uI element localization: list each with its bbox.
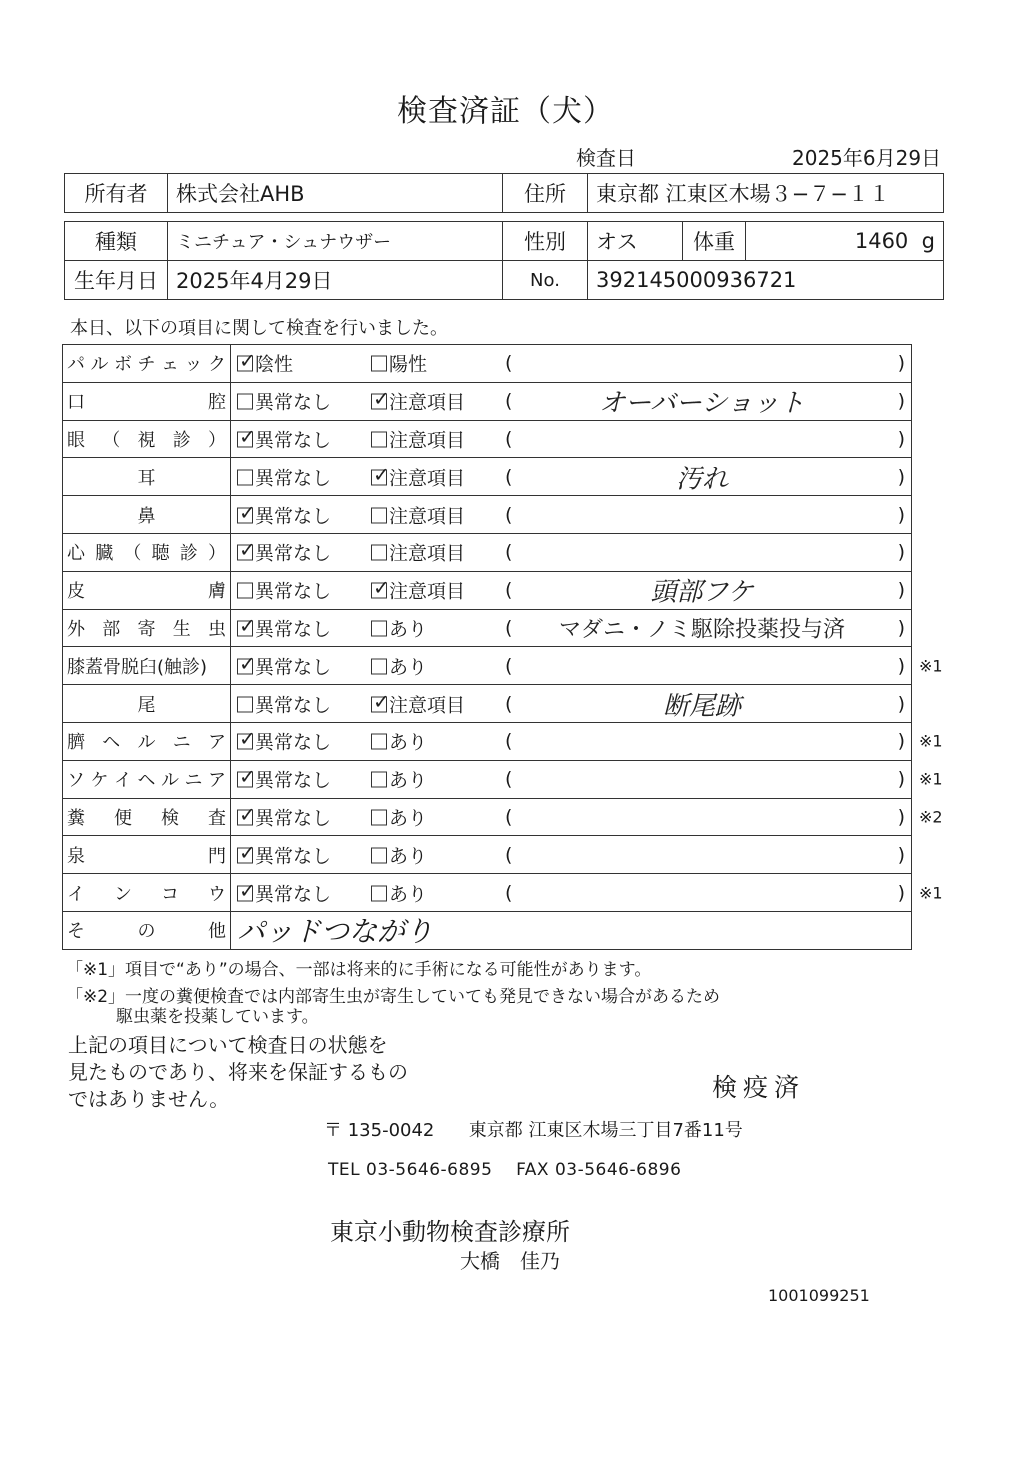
option-label: 異常なし [255, 542, 332, 565]
sex-label: 性別 [503, 222, 588, 261]
row-label-char: ン [114, 883, 132, 905]
option-label: 異常なし [255, 580, 332, 603]
reference-mark: ※1 [919, 769, 943, 789]
row-label [63, 534, 231, 571]
footnote-2a: 「※2」一度の糞便検査では内部寄生虫が寄生していても発見できない場合があるため [66, 987, 721, 1007]
footnote-1: 「※1」項目で“あり”の場合、一部は将来的に手術になる可能性があります。 [66, 960, 652, 980]
inspection-row-other [62, 911, 912, 950]
option-normal[interactable] [237, 728, 331, 755]
weight-label: 体重 [683, 222, 746, 261]
option-abnormal[interactable] [371, 690, 465, 717]
disclaimer-line: ではありません。 [68, 1087, 230, 1111]
remark-text: マダニ・ノミ駆除投薬投与済 [558, 617, 845, 643]
paren-close: ) [897, 427, 905, 450]
breed-value: ミニチュア・シュナウザー [168, 222, 503, 261]
inspection-row [62, 344, 912, 382]
checkbox[interactable] [371, 885, 387, 901]
option-label: あり [389, 845, 428, 868]
paren-open: ( [505, 730, 513, 753]
paren-open: ( [505, 805, 513, 828]
option-label: 異常なし [255, 883, 332, 906]
inspection-row [62, 533, 912, 571]
row-label-char: ア [208, 732, 226, 754]
checkbox[interactable] [371, 431, 387, 447]
row-label-char: ヘ [137, 770, 156, 792]
document-title: 検査済証（犬） [397, 94, 614, 129]
paren-open: ( [505, 465, 513, 488]
row-label-char: 視 [137, 429, 156, 451]
option-normal[interactable] [237, 841, 331, 868]
option-label: あり [389, 731, 428, 754]
checkbox[interactable] [237, 772, 253, 788]
paren-open: ( [505, 427, 513, 450]
paren-open: ( [505, 654, 513, 677]
row-label-char: 検 [161, 807, 179, 829]
row-label-char: 聴 [151, 543, 170, 565]
option-label: 異常なし [255, 845, 332, 868]
option-label: 注意項目 [389, 391, 466, 414]
row-label-char: 臓 [95, 543, 114, 565]
option-label: 異常なし [255, 769, 332, 792]
option-label: 注意項目 [389, 580, 466, 603]
option-label: 注意項目 [389, 694, 466, 717]
reference-mark: ※1 [919, 656, 943, 676]
option-label: 異常なし [255, 391, 332, 414]
address-full: 東京都 江東区木場三丁目7番11号 [468, 1120, 743, 1141]
row-label-char: 査 [208, 807, 226, 829]
row-label [63, 610, 231, 647]
paren-close: ) [897, 654, 905, 677]
option-label: あり [389, 618, 428, 641]
checkbox[interactable] [371, 772, 387, 788]
option-label: 異常なし [255, 618, 332, 641]
row-label-char: 膚 [208, 581, 226, 603]
row-label-char: ア [208, 770, 226, 792]
checkbox[interactable] [237, 696, 253, 712]
row-label-char: パ [67, 354, 85, 376]
paren-open: ( [505, 390, 513, 413]
paren-close: ) [897, 881, 905, 904]
option-label: あり [389, 656, 428, 679]
row-label-char: 糞 [67, 807, 85, 829]
option-label: 異常なし [255, 505, 332, 528]
option-label: 異常なし [255, 731, 332, 754]
weight-unit: g [921, 229, 935, 253]
paren-open: ( [505, 541, 513, 564]
row-label-char: ル [137, 732, 156, 754]
row-label-char: ク [208, 354, 226, 376]
remark-text: オーバーショット [599, 388, 805, 419]
option-label: 異常なし [255, 429, 332, 452]
row-label-char: 部 [102, 618, 121, 640]
option-abnormal[interactable] [371, 388, 465, 415]
paren-close: ) [897, 805, 905, 828]
row-label-char: ソ [67, 770, 85, 792]
inspection-row [62, 798, 943, 836]
option-label: あり [389, 883, 428, 906]
row-label [63, 799, 231, 836]
row-label-char: 口 [67, 392, 85, 414]
checkbox[interactable] [371, 469, 387, 485]
remark-text: 頭部フケ [650, 577, 754, 608]
option-abnormal[interactable] [371, 728, 427, 755]
option-abnormal[interactable] [371, 614, 427, 641]
paren-close: ) [897, 390, 905, 413]
checkbox[interactable] [237, 356, 253, 372]
row-label-char: イ [114, 770, 132, 792]
option-normal[interactable] [237, 388, 331, 415]
row-label-char: そ [67, 921, 85, 943]
checkbox[interactable] [237, 583, 253, 599]
paren-open: ( [505, 768, 513, 791]
row-label-char: の [137, 921, 156, 943]
paren-open: ( [505, 692, 513, 715]
row-label-char: （ [102, 429, 121, 451]
doctor-name: 大橋 佳乃 [460, 1249, 560, 1273]
inspection-row [62, 835, 912, 873]
paren-close: ) [897, 579, 905, 602]
option-normal[interactable] [237, 539, 331, 566]
paren-open: ( [505, 616, 513, 639]
row-label-char: ニ [184, 770, 203, 792]
inspection-row [62, 760, 943, 798]
row-label: 鼻 [63, 496, 231, 533]
checkbox[interactable] [237, 431, 253, 447]
row-label-char: 便 [114, 807, 132, 829]
other-remark: パッドつながり [237, 915, 434, 949]
inspection-row [62, 609, 912, 647]
tel-number: TEL 03-5646-6895 [328, 1160, 493, 1180]
remark-text: 断尾跡 [662, 691, 741, 722]
paren-open: ( [505, 881, 513, 904]
checkbox[interactable] [237, 545, 253, 561]
option-abnormal[interactable] [371, 652, 427, 679]
reference-mark: ※2 [919, 807, 943, 827]
option-normal[interactable] [237, 501, 331, 528]
option-abnormal[interactable] [371, 350, 427, 377]
disclaimer-line: 見たものであり、将来を保証するもの [68, 1060, 408, 1084]
option-label: 注意項目 [389, 505, 466, 528]
reference-mark: ※1 [919, 731, 943, 751]
option-label: 異常なし [255, 467, 332, 490]
row-label-char: 他 [208, 921, 226, 943]
row-label-char: ル [161, 770, 179, 792]
inspection-row [62, 495, 912, 533]
row-label-char: ケ [90, 770, 109, 792]
option-label: 陰性 [255, 353, 294, 376]
disclaimer [68, 1032, 408, 1113]
row-label: 膝蓋骨脱臼(触診) [63, 647, 231, 684]
row-label-char: ヘ [102, 732, 121, 754]
paren-open: ( [505, 503, 513, 526]
option-normal[interactable] [237, 652, 331, 679]
checkbox[interactable] [371, 847, 387, 863]
option-label: 注意項目 [389, 467, 466, 490]
row-label-char: 寄 [137, 618, 156, 640]
paren-open: ( [505, 843, 513, 866]
row-label-char: ニ [172, 732, 191, 754]
option-abnormal[interactable] [371, 841, 427, 868]
row-label-char: 心 [67, 543, 85, 565]
paren-open: ( [505, 352, 513, 375]
checkbox[interactable] [237, 885, 253, 901]
checkbox[interactable] [371, 809, 387, 825]
option-label: 異常なし [255, 807, 332, 830]
option-normal[interactable] [237, 614, 331, 641]
checkbox[interactable] [237, 809, 253, 825]
row-label-char: 泉 [67, 845, 85, 867]
row-label-char: 眼 [67, 429, 85, 451]
row-label [63, 345, 231, 382]
row-label-char: ボ [114, 354, 132, 376]
row-label-char: チ [137, 354, 156, 376]
option-label: 異常なし [255, 694, 332, 717]
row-label [63, 383, 231, 420]
inspection-date: 2025年6月29日 [792, 146, 942, 170]
option-label: あり [389, 807, 428, 830]
quarantine-stamp: 検疫済 [712, 1073, 806, 1102]
checkbox[interactable] [237, 847, 253, 863]
checkbox[interactable] [371, 658, 387, 674]
row-label [63, 912, 231, 949]
option-normal[interactable] [237, 879, 331, 906]
checkbox[interactable] [371, 507, 387, 523]
remark-text: 汚れ [675, 464, 728, 495]
dob-label: 生年月日 [65, 261, 168, 300]
row-label-char: ッ [184, 354, 203, 376]
paren-close: ) [897, 692, 905, 715]
option-abnormal[interactable] [371, 463, 465, 490]
clinic-name: 東京小動物検査診療所 [330, 1218, 570, 1246]
fax-number: FAX 03-5646-6896 [516, 1160, 682, 1180]
option-normal[interactable] [237, 803, 331, 830]
intro-text: 本日、以下の項目に関して検査を行いました。 [70, 318, 448, 339]
checkbox[interactable] [371, 356, 387, 372]
row-label-char: イ [67, 883, 85, 905]
inspection-row [62, 382, 912, 420]
option-normal[interactable] [237, 463, 331, 490]
owner-label: 所有者 [65, 174, 168, 213]
sex-value: オス [588, 222, 683, 261]
inspection-row [62, 646, 943, 684]
no-value: 392145000936721 [588, 261, 944, 300]
option-abnormal[interactable] [371, 803, 427, 830]
option-normal[interactable] [237, 690, 331, 717]
row-label-char: 門 [208, 845, 226, 867]
paren-close: ) [897, 768, 905, 791]
row-label-char: コ [161, 883, 179, 905]
inspection-grid [62, 344, 943, 950]
option-abnormal[interactable] [371, 879, 427, 906]
option-normal[interactable] [237, 766, 331, 793]
option-normal[interactable] [237, 425, 331, 452]
option-abnormal[interactable] [371, 501, 465, 528]
pet-info-table [64, 221, 944, 300]
row-label-char: 生 [172, 618, 191, 640]
row-label-char: 診 [179, 543, 198, 565]
paren-open: ( [505, 579, 513, 602]
checkbox[interactable] [237, 620, 253, 636]
inspection-date-label: 検査日 [576, 146, 636, 170]
row-label [63, 874, 231, 911]
inspection-row [62, 722, 943, 760]
row-label-char: 虫 [208, 618, 226, 640]
inspection-row [62, 457, 912, 495]
row-label [63, 723, 231, 760]
checkbox[interactable] [237, 394, 253, 410]
checkbox[interactable] [237, 734, 253, 750]
checkbox[interactable] [237, 469, 253, 485]
weight-cell [746, 222, 944, 261]
option-label: 注意項目 [389, 542, 466, 565]
row-label: 耳 [63, 458, 231, 495]
option-normal[interactable] [237, 577, 331, 604]
paren-close: ) [897, 616, 905, 639]
breed-label: 種類 [65, 222, 168, 261]
paren-close: ) [897, 843, 905, 866]
no-label: No. [503, 261, 588, 300]
option-label: 陽性 [389, 353, 428, 376]
option-label: 注意項目 [389, 429, 466, 452]
checkbox[interactable] [371, 583, 387, 599]
address-value: 東京都 江東区木場３−７−１１ [588, 174, 944, 213]
option-abnormal[interactable] [371, 766, 427, 793]
clinic-address [324, 1116, 743, 1142]
paren-close: ) [897, 541, 905, 564]
row-label [63, 761, 231, 798]
row-label [63, 572, 231, 609]
row-label: 尾 [63, 685, 231, 722]
row-label-char: （ [123, 543, 142, 565]
row-label-char: 臍 [67, 732, 85, 754]
paren-close: ) [897, 730, 905, 753]
address-label: 住所 [503, 174, 588, 213]
paren-close: ) [897, 465, 905, 488]
option-label: あり [389, 769, 428, 792]
checkbox[interactable] [371, 734, 387, 750]
row-label [63, 836, 231, 873]
row-label-char: 診 [172, 429, 191, 451]
footnote-2b: 駆虫薬を投薬しています。 [116, 1007, 319, 1027]
row-label-char: ） [208, 429, 226, 451]
checkbox[interactable] [371, 545, 387, 561]
row-label-char: ェ [161, 354, 179, 376]
checkbox[interactable] [237, 658, 253, 674]
contact-line [328, 1160, 681, 1180]
checkbox[interactable] [237, 507, 253, 523]
inspection-row [62, 684, 912, 722]
owner-value: 株式会社AHB [168, 174, 503, 213]
dob-value: 2025年4月29日 [168, 261, 503, 300]
option-abnormal[interactable] [371, 425, 465, 452]
owner-info-table [64, 173, 944, 213]
inspection-row [62, 420, 912, 458]
weight-value: 1460 [854, 229, 909, 253]
disclaimer-line: 上記の項目について検査日の状態を [68, 1033, 388, 1057]
option-normal[interactable] [237, 350, 293, 377]
inspection-row [62, 571, 912, 609]
reference-mark: ※1 [919, 883, 943, 903]
option-label: 異常なし [255, 656, 332, 679]
row-label-char: 腔 [208, 392, 226, 414]
option-abnormal[interactable] [371, 539, 465, 566]
row-label-char: 皮 [67, 581, 85, 603]
row-label-char: ル [90, 354, 109, 376]
option-abnormal[interactable] [371, 577, 465, 604]
row-label-char: ウ [208, 883, 226, 905]
checkbox[interactable] [371, 394, 387, 410]
row-label [63, 421, 231, 458]
checkbox[interactable] [371, 620, 387, 636]
inspection-row [62, 873, 943, 911]
row-label-char: ） [207, 543, 226, 565]
serial-number: 1001099251 [768, 1286, 870, 1305]
paren-close: ) [897, 352, 905, 375]
postal-code: 〒 135-0042 [324, 1120, 435, 1141]
checkbox[interactable] [371, 696, 387, 712]
paren-close: ) [897, 503, 905, 526]
row-label-char: 外 [67, 618, 85, 640]
